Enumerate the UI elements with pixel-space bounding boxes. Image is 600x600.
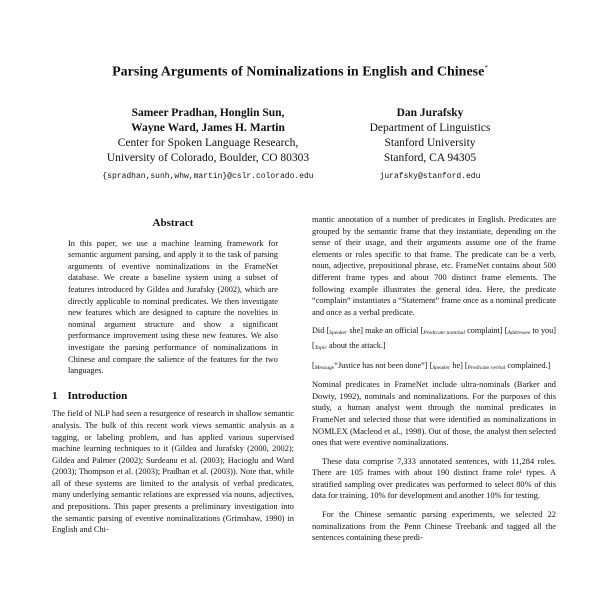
section-number: 1 bbox=[52, 389, 58, 402]
role-label: Topic bbox=[314, 344, 327, 351]
author-university: Stanford University bbox=[384, 137, 476, 149]
introduction-paragraph: The field of NLP had seen a resurgence of research in shallow semantic analysis. The bulk of this recent work views semantic analysis as a tagging, or labeling problem, and has applied various supervised machine learning techniques to it (Gildea and Jurafsky (2000, 2002); Gildea and Palmer (2002); Surdeanu et al. (2003); Hacioglu and Ward (2003); Thompson et al. (2003); Pradhan et al. (2003)). Note that, while all of these systems are limited to the analysis of verbal predicates, many underlying semantic relations are expressed via nouns, adjectives, and prepositions. This paper presents a preliminary investigation into the semantic parsing of eventive nominalizations (Grimshaw, 1990) in English and Chi- bbox=[52, 409, 294, 535]
role-label: Message bbox=[314, 364, 335, 371]
example-text: complaint] [ bbox=[465, 326, 508, 336]
abstract-text: In this paper, we use a machine learning framework for semantic argument parsing, and apply it to the task of parsing arguments of eventive nominalizations in the FrameNet database. We create a baseline system using a subset of features introduced by Gildea and Jurafsky (2002), which are directly applicable to nominal predicates. We then investigate new features which are designed to capture the novelties in nominal argument structure and show a significant performance improvement using these new features. We also investigate the parsing performance of nominalizations in Chinese and compare the salience of the features for the two languages. bbox=[68, 238, 278, 376]
nominal-predicates-paragraph: Nominal predicates in FrameNet include ultra-nominals (Barker and Dowty, 1992), nominals and nominalizations. For the purposes of this study, a human analyst went through the nominal predicates in FrameNet and selected those that were identified as nominalizations in NOMLEX (Macleod et al., 1998). Out of those, the analyst then selected ones that were eventive nominalizations. bbox=[312, 380, 556, 448]
framenet-paragraph: mantic annotation of a number of predicates in English. Predicates are grouped by the semantic frame that they instantiate, depending on the sense of their usage, and their arguments assume one of the frame elements or roles specific to that frame. The predicate can be a verb, noun, adjective, prepositional phrase, etc. FrameNet contains about 500 different frame types and about 700 distinct frame elements. The following example illustrates the general idea. Here, the predicate “complain” instantiates a “Statement” frame once as a nominal predicate and once as a verbal predicate. bbox=[312, 215, 556, 317]
title-footnote-mark: * bbox=[484, 64, 488, 72]
data-statistics-paragraph: These data comprise 7,333 annotated sentences, with 11,284 roles. There are 105 frames with about 190 distinct frame role¹ types. A stratified sampling over predicates was performed to select 80% of this data for training, 10% for development and another 10% for testing. bbox=[312, 456, 556, 501]
author-names-line1: Sameer Pradhan, Honglin Sun, bbox=[131, 107, 285, 119]
author-block-right bbox=[310, 106, 550, 184]
role-label: Addressee bbox=[507, 330, 531, 337]
example-text: she] make an official [ bbox=[347, 326, 424, 336]
author-email: {spradhan,sunh,whw,martin}@cslr.colorado.edu bbox=[102, 172, 314, 181]
chinese-experiments-paragraph: For the Chinese semantic parsing experiments, we selected 22 nominalizations from the Penn Chinese Treebank and tagged all the sentences containing these predi- bbox=[312, 510, 556, 543]
example-sentence-2 bbox=[312, 360, 556, 375]
paper-title bbox=[0, 64, 600, 81]
author-affiliation: Center for Spoken Language Research, bbox=[117, 137, 299, 149]
author-affiliation: Department of Linguistics bbox=[369, 122, 491, 134]
author-block-left bbox=[88, 106, 328, 184]
example-text: about the attack.] bbox=[326, 340, 386, 350]
author-address: University of Colorado, Boulder, CO 80303 bbox=[106, 152, 310, 164]
role-label: Speaker bbox=[432, 364, 451, 371]
example-text: Did [ bbox=[312, 326, 330, 336]
role-label: Predicate:verbal bbox=[467, 364, 506, 371]
example-text: “Justice has not been done”] [ bbox=[334, 360, 433, 370]
left-column bbox=[52, 214, 294, 543]
example-text: to you] [ bbox=[312, 326, 556, 350]
role-label: Speaker bbox=[329, 330, 348, 337]
paper-title-text: Parsing Arguments of Nominalizations in English and Chinese bbox=[112, 64, 485, 80]
role-label: Predicate:nominal bbox=[423, 330, 465, 337]
author-email: jurafsky@stanford.edu bbox=[379, 172, 481, 181]
section-heading-introduction bbox=[52, 391, 294, 403]
author-address: Stanford, CA 94305 bbox=[383, 152, 477, 164]
example-sentence-1 bbox=[312, 325, 556, 354]
section-title: Introduction bbox=[67, 389, 128, 402]
example-text: he] [ bbox=[450, 360, 468, 370]
right-column bbox=[312, 214, 556, 551]
example-text: [ bbox=[312, 360, 315, 370]
author-name: Dan Jurafsky bbox=[396, 107, 464, 119]
example-text: complained.] bbox=[505, 360, 551, 370]
abstract-heading: Abstract bbox=[152, 217, 194, 229]
author-names-line2: Wayne Ward, James H. Martin bbox=[131, 122, 285, 134]
